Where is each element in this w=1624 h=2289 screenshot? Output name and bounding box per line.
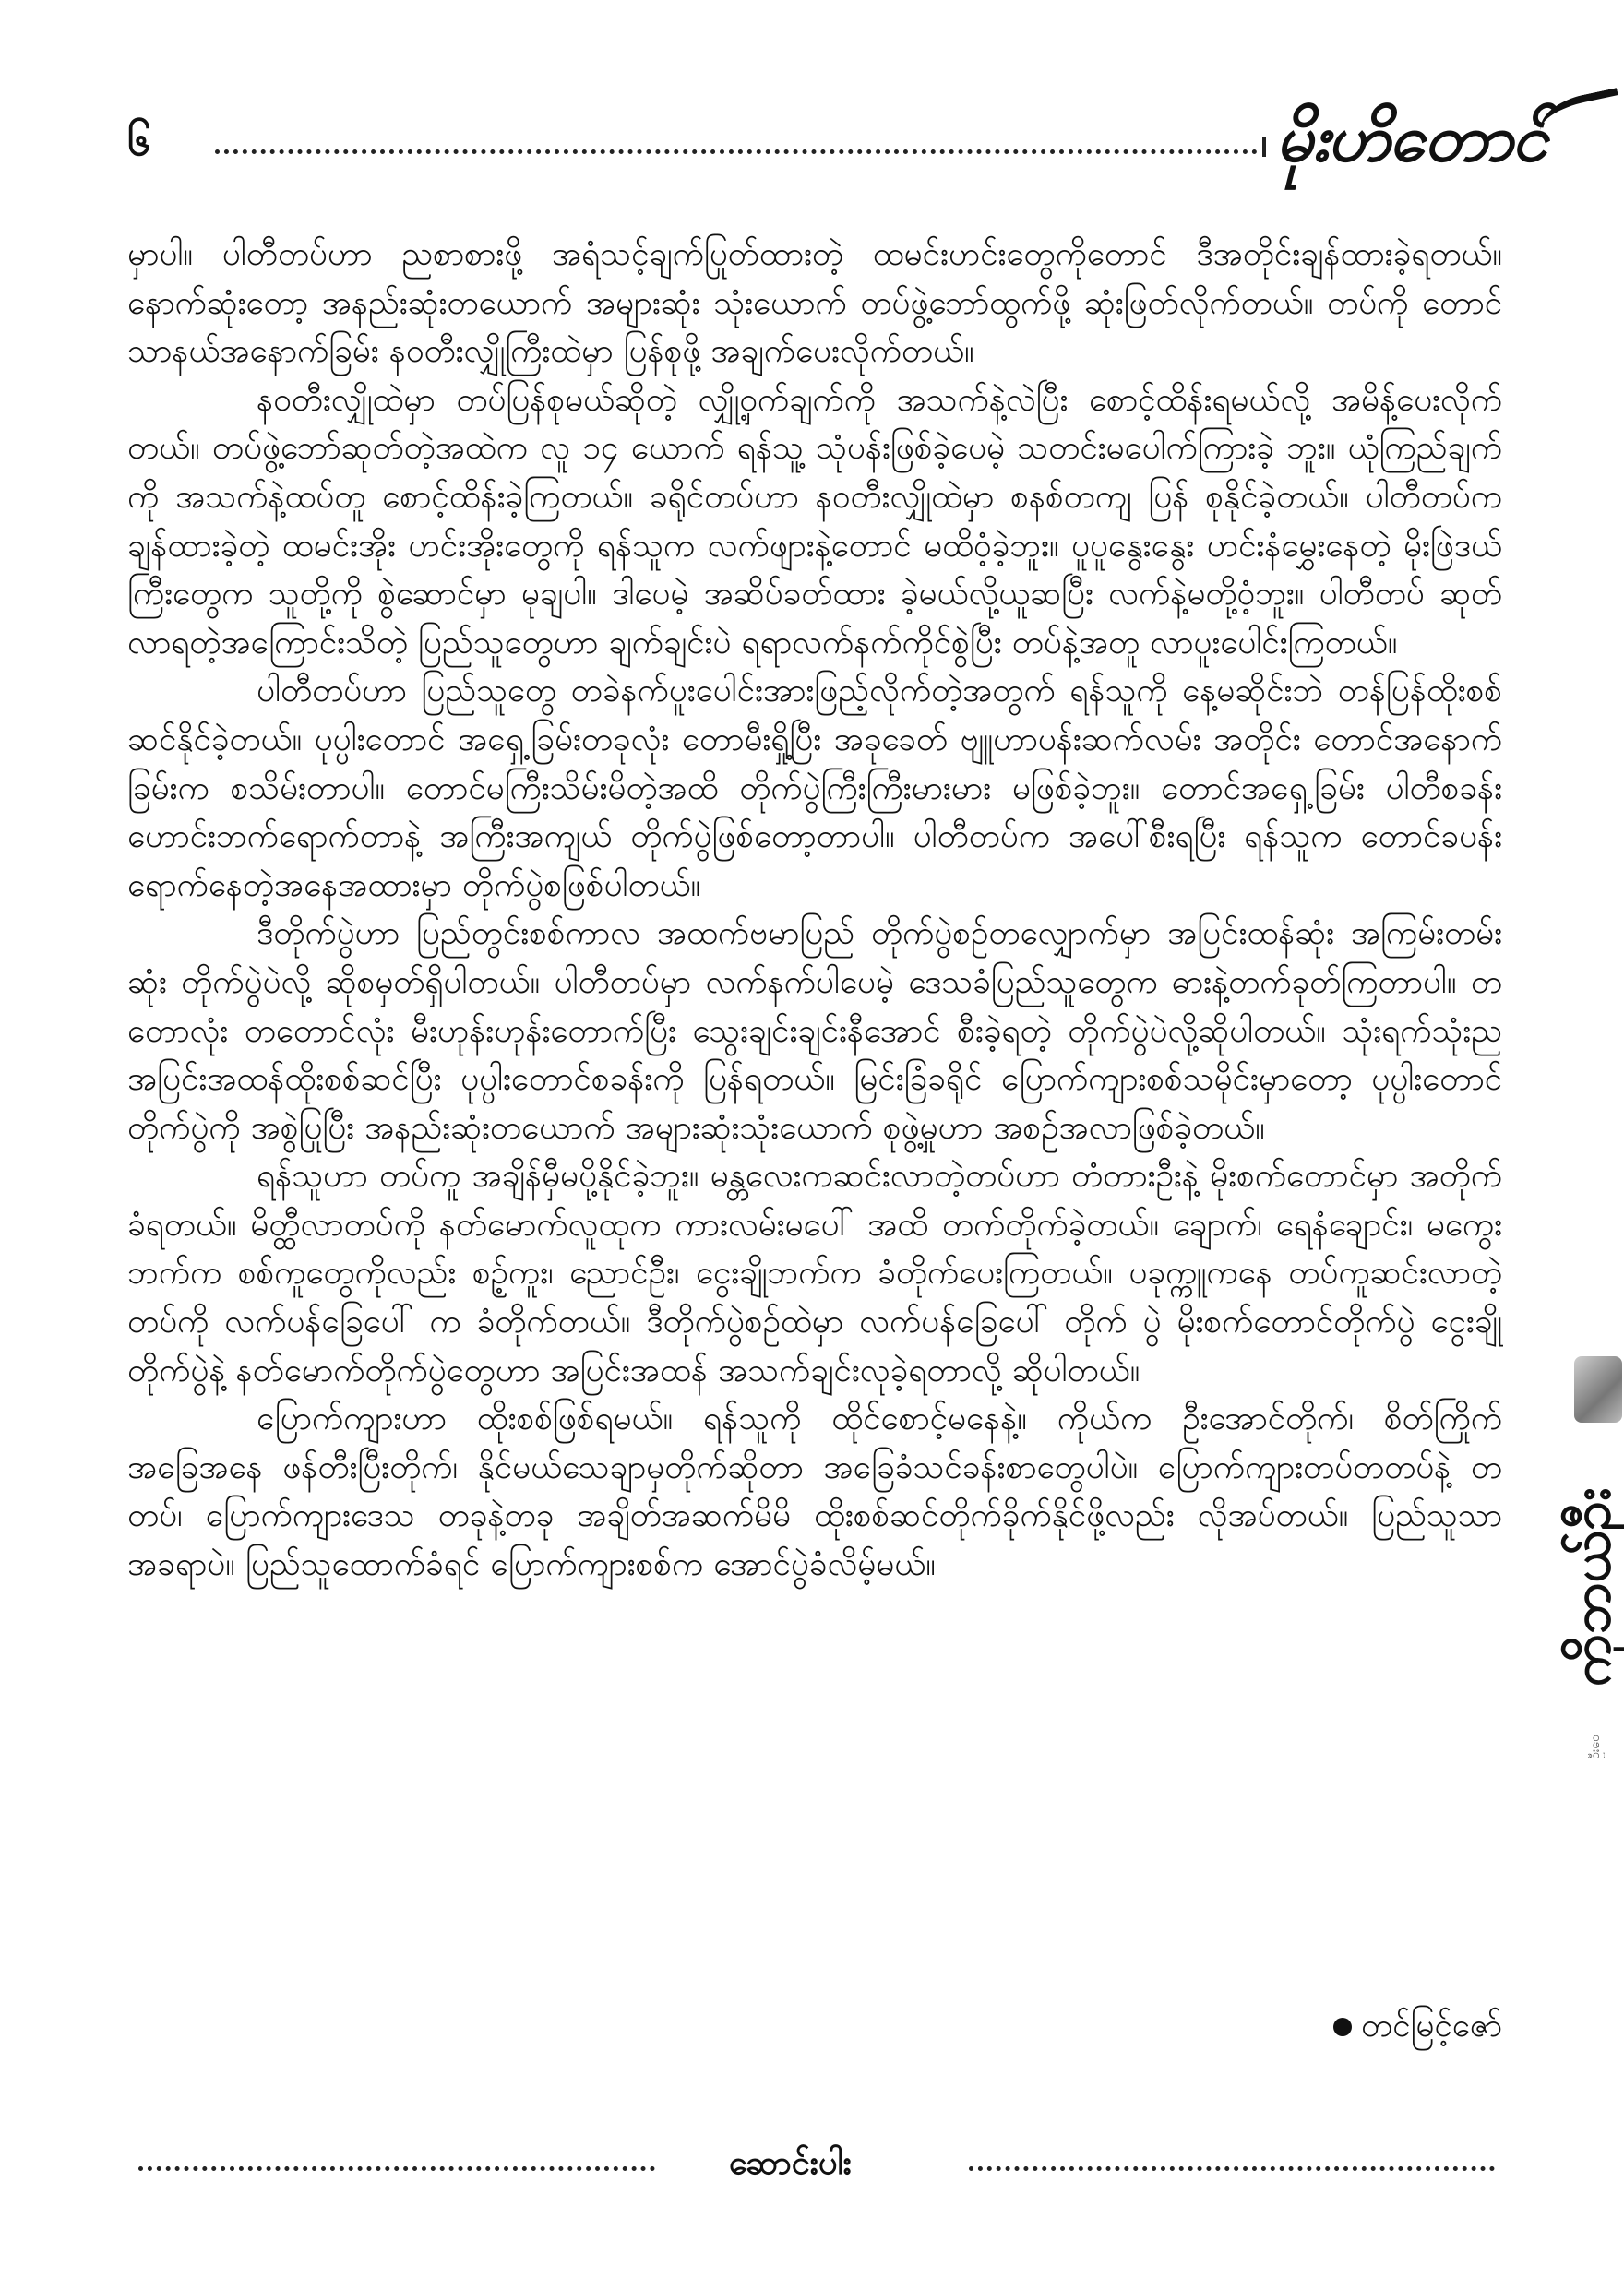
masthead-logo (1276, 89, 1622, 190)
article-body (127, 231, 1502, 1590)
header-rule-end-mark (1262, 137, 1266, 157)
page-footer (138, 2140, 1495, 2187)
footer-dotted-rule-right (969, 2166, 1495, 2171)
header-dotted-rule (215, 149, 1258, 154)
masthead-swoosh-icon (1535, 88, 1624, 149)
article-paragraph: မှာပါ။ ပါတီတပ်ဟာ ညစာစားဖို့ အရံသင့်ချက်ပြုတ်ထားတဲ့ ထမင်းဟင်းတွေကိုတောင် ဒီအတိုင်းချန်ထားခဲ့ရတယ်။ နောက်ဆုံးတော့ အနည်းဆုံးတယောက် အများဆုံး သုံးယောက် တပ်ဖွဲ့ဘော်ထွက်ဖို့ ဆုံးဖြတ်လိုက်တယ်။ တပ်ကို တောင်သာနယ်အနောက်ခြမ်း နဝတီးလျှိုကြီးထဲမှာ ပြန်စုဖို့ အချက်ပေးလိုက်တယ်။ (127, 236, 1502, 371)
side-tab-caption: ဦးဝေ (1588, 1735, 1603, 1759)
author-byline (1333, 2005, 1502, 2053)
author-name: တင်မြင့်ဇော် (1361, 2008, 1502, 2045)
side-section-tab (1558, 1356, 1624, 1762)
article-paragraph: ဒီတိုက်ပွဲဟာ ပြည်တွင်းစစ်ကာလ အထက်ဗမာပြည် တိုက်ပွဲစဉ်တလျှောက်မှာ အပြင်းထန်ဆုံး အကြမ်းတမ်းဆုံး တိုက်ပွဲပဲလို့ ဆိုစမှတ်ရှိပါတယ်။ ပါတီတပ်မှာ လက်နက်ပါပေမဲ့ ဒေသခံပြည်သူတွေက ဓားနဲ့တက်ခုတ်ကြတာပါ။ တတောလုံး တတောင်လုံး မီးဟုန်းဟုန်းတောက်ပြီး သွေးချင်းချင်းနီအောင် စီးခဲ့ရတဲ့ တိုက်ပွဲပဲလို့ဆိုပါတယ်။ သုံးရက်သုံးည အပြင်းအထန်ထိုးစစ်ဆင်ပြီး ပုပ္ပါးတောင်စခန်းကို ပြန်ရတယ်။ မြင်းခြံခရိုင် ပြောက်ကျားစစ်သမိုင်းမှာတော့ ပုပ္ပါးတောင်တိုက်ပွဲကို အစွဲပြုပြီး အနည်းဆုံးတယောက် အများဆုံးသုံးယောက် စုဖွဲ့မှုဟာ အစဉ်အလာဖြစ်ခဲ့တယ်။ (127, 915, 1502, 1147)
page-header (127, 101, 1546, 185)
page-number: ၆ (127, 115, 151, 165)
masthead-title: မိုးဟိတောင် (1276, 101, 1546, 176)
article-paragraph: ပါတီတပ်ဟာ ပြည်သူတွေ တခဲနက်ပူးပေါင်းအားဖြည့်လိုက်တဲ့အတွက် ရန်သူကို နေ့မဆိုင်းဘဲ တန်ပြန်ထိုးစစ်ဆင်နိုင်ခဲ့တယ်။ ပုပ္ပါးတောင် အရှေ့ခြမ်းတခုလုံး တောမီးရှို့ပြီး အခုခေတ် ဗျူဟာပန်းဆက်လမ်း အတိုင်း တောင်အနောက်ခြမ်းက စသိမ်းတာပါ။ တောင်မကြီးသိမ်းမိတဲ့အထိ တိုက်ပွဲကြီးကြီးမားမား မဖြစ်ခဲ့ဘူး။ တောင်အရှေ့ခြမ်း ပါတီစခန်းဟောင်းဘက်ရောက်တာနဲ့ အကြီးအကျယ် တိုက်ပွဲဖြစ်တော့တာပါ။ ပါတီတပ်က အပေါ်စီးရပြီး ရန်သူက တောင်ခပန်းရောက်နေတဲ့အနေအထားမှာ တိုက်ပွဲစဖြစ်ပါတယ်။ (127, 673, 1502, 904)
article-paragraph: နဝတီးလျှိုထဲမှာ တပ်ပြန်စုမယ်ဆိုတဲ့ လျှို့ဝှက်ချက်ကို အသက်နဲ့လဲပြီး စောင့်ထိန်းရမယ်လို့ အမိန့်ပေးလိုက်တယ်။ တပ်ဖွဲ့ဘော်ဆုတ်တဲ့အထဲက လူ ၁၄ ယောက် ရန်သူ့ သုံပန်းဖြစ်ခဲ့ပေမဲ့ သတင်းမပေါက်ကြားခဲ့ ဘူး။ ယုံကြည်ချက်ကို အသက်နဲ့ထပ်တူ စောင့်ထိန်းခဲ့ကြတယ်။ ခရိုင်တပ်ဟာ နဝတီးလျှိုထဲမှာ စနစ်တကျ ပြန် စုနိုင်ခဲ့တယ်။ ပါတီတပ်က ချန်ထားခဲ့တဲ့ ထမင်းအိုး ဟင်းအိုးတွေကို ရန်သူက လက်ဖျားနဲ့တောင် မထိဝံ့ခဲ့ဘူး။ ပူပူနွေးနွေး ဟင်းနံမွှေးနေတဲ့ မိုးဖြဲဒယ်ကြီးတွေက သူတို့ကို စွဲဆောင်မှာ မုချပါ။ ဒါပေမဲ့ အဆိပ်ခတ်ထား ခဲ့မယ်လို့ယူဆပြီး လက်နဲ့မတို့ဝံ့ဘူး။ ပါတီတပ် ဆုတ်လာရတဲ့အကြောင်းသိတဲ့ ပြည်သူတွေဟာ ချက်ချင်းပဲ ရရာလက်နက်ကိုင်စွဲပြီး တပ်နဲ့အတူ လာပူးပေါင်းကြတယ်။ (127, 381, 1502, 662)
article-paragraph: ပြောက်ကျားဟာ ထိုးစစ်ဖြစ်ရမယ်။ ရန်သူကို ထိုင်စောင့်မနေနဲ့။ ကိုယ်က ဦးအောင်တိုက်၊ စိတ်ကြိုက် အခြေအနေ ဖန်တီးပြီးတိုက်၊ နိုင်မယ်သေချာမှတိုက်ဆိုတာ အခြေခံသင်ခန်းစာတွေပါပဲ။ ပြောက်ကျားတပ်တတပ်နဲ့ တတပ်၊ ပြောက်ကျားဒေသ တခုနဲ့တခု အချိတ်အဆက်မိမိ ထိုးစစ်ဆင်တိုက်ခိုက်နိုင်ဖို့လည်း လိုအပ်တယ်။ ပြည်သူသာ အခရာပဲ။ ပြည်သူထောက်ခံရင် ပြောက်ကျားစစ်က အောင်ပွဲခံလိမ့်မယ်။ (127, 1401, 1502, 1584)
article-paragraph: ရန်သူဟာ တပ်ကူ အချိန်မှီမပို့နိုင်ခဲ့ဘူး။ မန္တလေးကဆင်းလာတဲ့တပ်ဟာ တံတားဦးနဲ့ မိုးစက်တောင်မှာ အတိုက်ခံရတယ်။ မိတ္ထီလာတပ်ကို နတ်မောက်လူထုက ကားလမ်းမပေါ် အထိ တက်တိုက်ခဲ့တယ်။ ချောက်၊ ရေနံချောင်း၊ မကွေးဘက်က စစ်ကူတွေကိုလည်း စဉ့်ကူး၊ ညောင်ဦး၊ ငွေးချိုဘက်က ခံတိုက်ပေးကြတယ်။ ပခုက္ကူကနေ တပ်ကူဆင်းလာတဲ့တပ်ကို လက်ပန်ခြေပေါ် က ခံတိုက်တယ်။ ဒီတိုက်ပွဲစဉ်ထဲမှာ လက်ပန်ခြေပေါ် တိုက် ပွဲ မိုးစက်တောင်တိုက်ပွဲ ငွေးချိုတိုက်ပွဲနဲ့ နတ်မောက်တိုက်ပွဲတွေဟာ အပြင်းအထန် အသက်ချင်းလုခဲ့ရတာလို့ ဆိုပါတယ်။ (127, 1158, 1502, 1389)
section-label: ဆောင်းပါး (729, 2144, 852, 2182)
side-tab-photo (1574, 1356, 1622, 1423)
footer-dotted-rule-left (138, 2166, 655, 2171)
side-tab-title: ကိုဘယ်ဦး (1559, 1487, 1622, 1687)
bullet-icon (1333, 2018, 1352, 2036)
